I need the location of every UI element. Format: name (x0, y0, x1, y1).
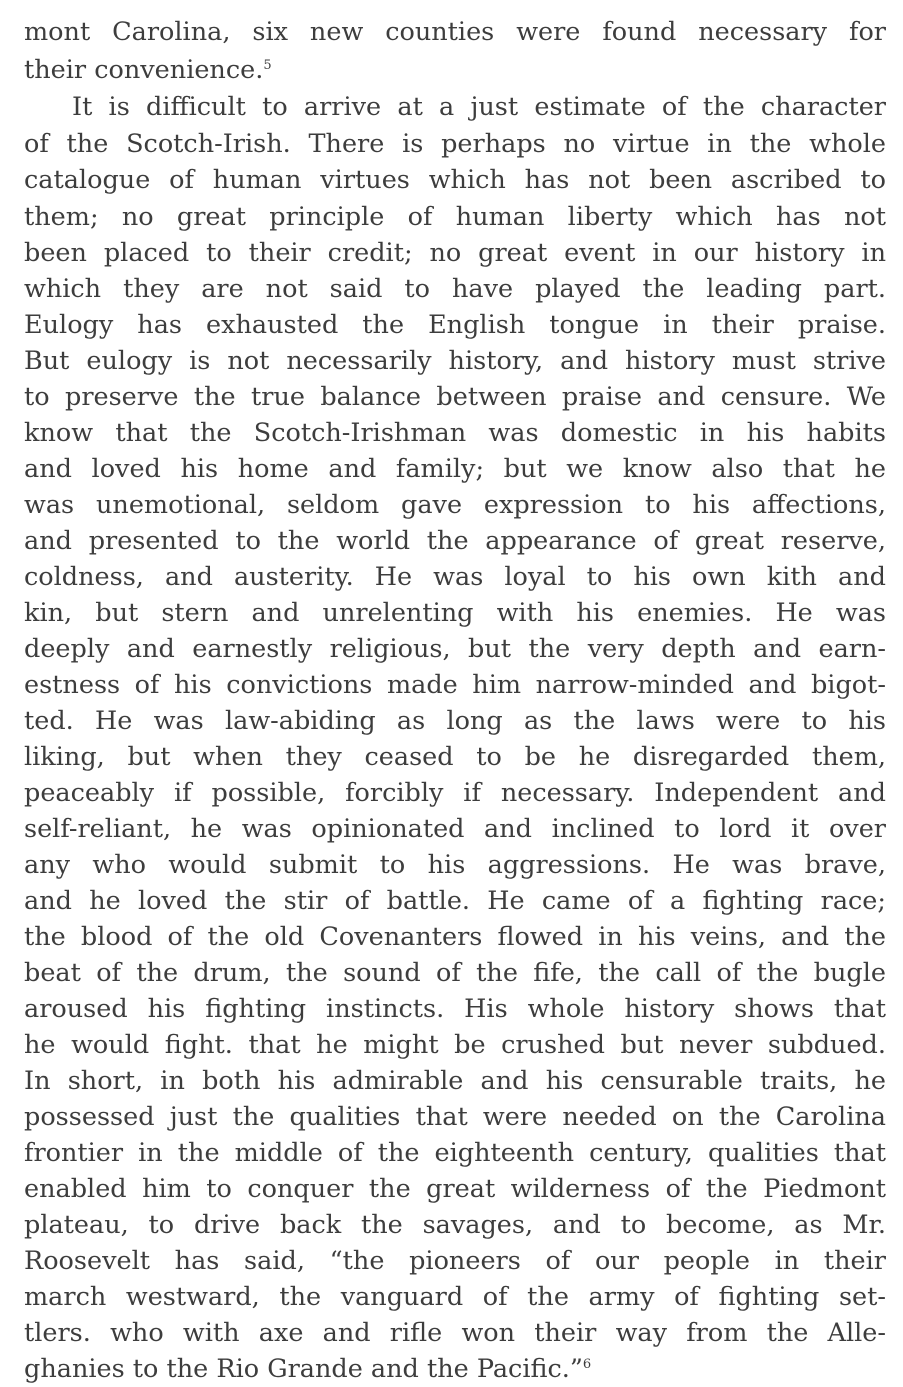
text-line: mont Carolina, six new counties were found necessary for (24, 17, 886, 47)
text-line: But eulogy is not necessarily history, and history must strive (24, 346, 886, 376)
text-line (24, 1351, 591, 1387)
text-line-content: ghanies to the Rio Grande and the Pacific.” (24, 1354, 583, 1384)
text-line: plateau, to drive back the savages, and to become, as Mr. (24, 1210, 886, 1240)
text-line: to preserve the true balance between praise and censure. We (24, 382, 886, 412)
text-line: of the Scotch-Irish. There is perhaps no virtue in the whole (24, 129, 886, 159)
text-line: liking, but when they ceased to be he disregarded them, (24, 742, 886, 772)
text-line: and he loved the stir of battle. He came of a fighting race; (24, 886, 886, 916)
text-line: aroused his fighting instincts. His whole history shows that (24, 994, 886, 1024)
text-line: coldness, and austerity. He was loyal to his own kith and (24, 562, 886, 592)
text-line: possessed just the qualities that were needed on the Carolina (24, 1102, 886, 1132)
text-line: tlers. who with axe and rifle won their way from the Alle- (24, 1318, 886, 1348)
text-line: In short, in both his admirable and his censurable traits, he (24, 1066, 886, 1096)
text-line-content: their convenience. (24, 55, 264, 85)
text-line: any who would submit to his aggressions. He was brave, (24, 850, 886, 880)
book-page (24, 0, 886, 1385)
text-line: and presented to the world the appearance of great reserve, (24, 526, 886, 556)
text-line: ted. He was law-abiding as long as the laws were to his (24, 706, 886, 736)
text-line: been placed to their credit; no great event in our history in (24, 238, 886, 268)
footnote-ref-6: 6 (582, 1357, 592, 1372)
text-line: and loved his home and family; but we know also that he (24, 454, 886, 484)
text-line: peaceably if possible, forcibly if necessary. Independent and (24, 778, 886, 808)
text-line: them; no great principle of human liberty which has not (24, 202, 886, 232)
text-line: he would fight. that he might be crushed but never subdued. (24, 1030, 886, 1060)
text-line: Eulogy has exhausted the English tongue in their praise. (24, 310, 886, 340)
text-line: self-reliant, he was opinionated and inclined to lord it over (24, 814, 886, 844)
paragraph-first-line: It is difficult to arrive at a just estimate of the character (72, 92, 886, 122)
text-line: enabled him to conquer the great wilderness of the Piedmont (24, 1174, 886, 1204)
text-line: was unemotional, seldom gave expression to his affections, (24, 490, 886, 520)
text-line: which they are not said to have played the leading part. (24, 274, 886, 304)
text-line: estness of his convictions made him narrow-minded and bigot- (24, 670, 886, 700)
text-line: frontier in the middle of the eighteenth century, qualities that (24, 1138, 886, 1168)
text-line: march westward, the vanguard of the army of fighting set- (24, 1282, 886, 1312)
text-line (24, 52, 272, 88)
text-line: beat of the drum, the sound of the fife, the call of the bugle (24, 958, 886, 988)
text-line: know that the Scotch-Irishman was domestic in his habits (24, 418, 886, 448)
text-line: the blood of the old Covenanters flowed in his veins, and the (24, 922, 886, 952)
footnote-ref-5: 5 (263, 58, 272, 73)
text-line: Roosevelt has said, “the pioneers of our people in their (24, 1246, 886, 1276)
text-line: catalogue of human virtues which has not been ascribed to (24, 165, 886, 195)
text-line: kin, but stern and unrelenting with his enemies. He was (24, 598, 886, 628)
text-line: deeply and earnestly religious, but the very depth and earn- (24, 634, 886, 664)
